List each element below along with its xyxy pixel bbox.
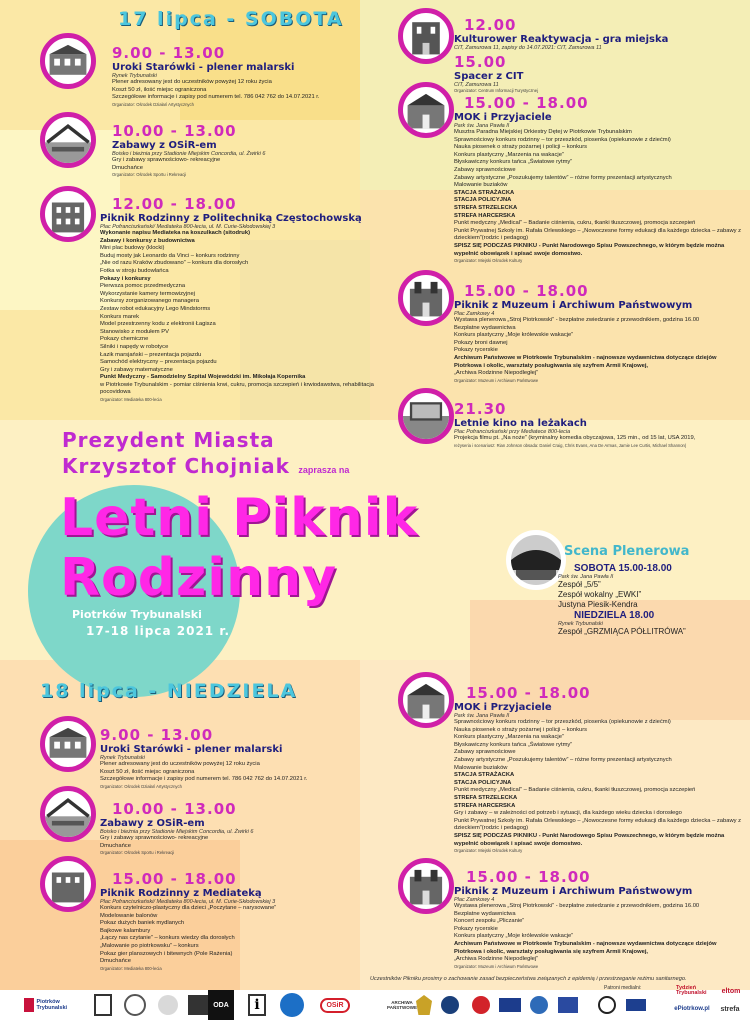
event-line: Konkurs marek (100, 313, 139, 320)
event-location: CIT, Zamurowa 11 (454, 82, 499, 88)
patron-label: Patroni medialni: (604, 985, 642, 991)
event-organizer: Organizator: Muzeum i Archiwum Państwowe (454, 963, 539, 969)
event-title: Letnie kino na leżakach (454, 418, 587, 429)
oda-logo (208, 990, 234, 1020)
event-photo (398, 858, 454, 914)
event-time: 15.00 - 18.00 (464, 94, 589, 112)
event-organizer: Organizator: Ośrodek Działań Artystycznych (100, 783, 182, 789)
event-line: Konkurs plastyczny „Marzenia na wakacje” (454, 151, 564, 158)
logo-mark (472, 996, 490, 1014)
event-line: Konkurs czytelniczo-plastyczny dla dzieci „Poczytane – narysowane” (100, 905, 277, 911)
event-photo (40, 856, 96, 912)
logo-mark (124, 994, 146, 1016)
event-title: Zabawy z OSiR-em (112, 140, 217, 151)
event-line: „Archiwa Rodzinne Niepodległej” (454, 956, 539, 963)
event-line: Malowanie buziaków (454, 764, 508, 771)
partner-logo (92, 990, 114, 1020)
event-line: Zestaw robot edukacyjny Lego Mindstorms (100, 305, 211, 312)
event-line: Bajkowe kalambury (100, 927, 151, 934)
event-dates: 17-18 lipca 2021 r. (86, 624, 231, 638)
stage-location: Park św. Jana Pawła II (558, 574, 614, 580)
logo-mark (558, 997, 578, 1013)
event-line: Zabawy artystyczne „Poszukujemy talentów” – różne formy prezentacji artystycznych (454, 756, 672, 763)
logo-text: strefa (720, 1005, 740, 1013)
partner-logo (498, 990, 522, 1020)
event-line: Pokazy i konkursy (100, 275, 151, 282)
event-line: STACJA STRAŻACKA (454, 772, 515, 779)
event-line: Koszt 50 zł, ilość miejsc ograniczona (100, 768, 195, 775)
event-line: Pokazy broni dawnej (454, 339, 508, 346)
sun-event-4 (454, 684, 742, 853)
event-line: Gry i zabawy sprawnościowo- rekreacyjne (112, 157, 221, 163)
event-line: Pokazy chemiczne (100, 336, 149, 343)
event-line: Gry i zabawy – w zależności od potrzeb i sytuacji, dla każdego wieku dziecka i dorosłego (454, 810, 682, 817)
event-organizer: Organizator: Miejski Ośrodek Kultury (454, 848, 523, 854)
logo-mark (94, 994, 112, 1016)
event-line: Buduj mosty jak Leonardo da Vinci – konkurs rodzinny (100, 252, 240, 259)
sat-event-6 (454, 94, 742, 263)
partner-logo (440, 990, 460, 1020)
event-line: Nauka piosenek o straży pożarnej i policji – konkurs (454, 726, 588, 733)
event-line: Gry i zabawy sprawnościowo- rekreacyjne (100, 835, 209, 841)
event-line: Zabawy sprawnościowe (454, 749, 516, 756)
event-organizer: Organizator: Centrum Informacji Turystycznej (454, 88, 539, 93)
event-title: Spacer z CIT (454, 71, 524, 82)
logo-text: ePiotrkow.pl (674, 1006, 710, 1012)
event-location: Boisko i bieżnia przy Stadionie Miejskim Concordia, ul. Żwirki 6 (100, 829, 254, 835)
event-line: Wykonanie napisu Mediateka na koszulkach (sitodruk) (100, 230, 251, 236)
city-name: Piotrków Trybunalski (72, 608, 202, 621)
event-line: Silniki i napędy w robotyce (100, 343, 169, 350)
event-line: STACJA STRAŻACKA (454, 189, 515, 196)
event-time: 12.00 (464, 16, 517, 34)
event-line: Koncert zespołu „Pliczanie” (454, 918, 525, 925)
event-line: Dmuchańce (112, 164, 143, 171)
sun-event-1 (100, 726, 308, 789)
event-line: Pokazy rycerskie (454, 925, 498, 932)
event-line: Sprawnościowy konkurs rodzinny – tor przeszkód, piosenka (opiekunowie z dziećmi) (454, 136, 671, 143)
event-photo (40, 786, 96, 842)
event-line: Nauka piosenek o straży pożarnej i policji – konkurs (454, 144, 588, 151)
logo-text: ODA (213, 1001, 229, 1009)
stage-line: Justyna Piesik-Kendra (558, 600, 638, 609)
sun-event-3 (100, 870, 276, 971)
event-line: Szczegółowe informacje i zapisy pod numerem tel. 786 042 762 do 14.07.2021 r. (112, 94, 320, 101)
event-time: 9.00 - 13.00 (100, 726, 214, 744)
event-line: Błyskawiczny konkurs tańca „Światowe rytmy” (454, 741, 573, 748)
event-line: Dmuchańce (100, 958, 131, 965)
invite-line2: Krzysztof Chojniak (62, 454, 290, 478)
event-line: Zabawy sprawnościowe (454, 166, 516, 173)
event-line: „Łączy nas czytanie” – konkurs wiedzy dla dorosłych (100, 935, 235, 942)
event-location: Rynek Trybunalski (100, 755, 145, 761)
event-location: Plac Zamkowy 4 (454, 311, 495, 317)
event-line: STACJA POLICYJNA (454, 779, 512, 786)
event-line: Sprawnościowy konkurs rodzinny – tor przeszkód, piosenka (opiekunowie z dziećmi) (454, 719, 671, 725)
event-organizer: Organizator: Ośrodek Sportu i Rekreacji (100, 850, 175, 856)
event-time: 15.00 - 18.00 (464, 282, 589, 300)
event-line: Archiwum Państwowe w Piotrkowie Trybunalskim - najnowsze wydawnictwa dotyczące dziejów Piotrkowa i okolic, warsztaty posługiwania się szyfrem Armii Krajowej, (454, 940, 717, 955)
logo-mark (626, 999, 646, 1011)
event-title: Uroki Starówki - plener malarski (112, 62, 295, 73)
event-photo (398, 82, 454, 138)
event-title: Piknik Rodzinny z Mediateką (100, 888, 262, 899)
logo-mark (530, 996, 548, 1014)
event-line: Konkursy zorganizowanego managera (100, 298, 199, 305)
event-organizer: Organizator: Mediateka 800-lecia (100, 965, 162, 971)
event-title: MOK i Przyjaciele (454, 112, 552, 123)
event-line: Musztra Paradna Miejskiej Orkiestry Dętej w Piotrkowie Trybunalskim (454, 129, 632, 135)
event-line: Szczegółowe informacje i zapisy pod numerem tel. 786 042 762 do 14.07.2021 r. (100, 776, 308, 783)
event-line: Błyskawiczny konkurs tańca „Światowe rytmy” (454, 159, 573, 166)
event-organizer: Organizator: Muzeum i Archiwum Państwowe (454, 377, 539, 383)
saturday-header: 17 lipca - SOBOTA (118, 8, 344, 30)
event-line: „Malowanie po piotrkowsku” – konkurs (100, 942, 199, 949)
event-location: Plac Pofranciszkański/ Mediateka 800-lecia, ul. M. Curie-Skłodowskiej 3 (100, 224, 276, 230)
event-line: Projekcja filmu pt. „Na noże” (kryminalny komedia obyczajowa, 125 min., od 15 lat, USA 2019, (454, 435, 696, 441)
partner-logo (156, 990, 180, 1020)
event-line: Bezpłatne wydawnictwa (454, 910, 516, 917)
event-organizer: Organizator: Mediateka 800-lecia (100, 397, 162, 403)
partner-logo (596, 990, 618, 1020)
event-time: 15.00 - 18.00 (112, 870, 237, 888)
event-line: Punkt medyczny „Medical” – Badanie ciśnienia, cukru, tkanki tłuszczowej, promocja szczepień (454, 220, 696, 227)
event-line: Gry i zabawy matematyczne (100, 366, 173, 373)
event-line: Modelowanie balonów (100, 912, 158, 919)
tydzien-logo (676, 984, 712, 998)
event-time: 15.00 - 18.00 (466, 868, 591, 886)
event-line: Mini plac budowy (klocki) (100, 245, 165, 252)
event-line: Archiwum Państwowe w Piotrkowie Trybunalskim - najnowsze wydawnictwa dotyczące dziejów Piotrkowa i okolic, warsztaty posługiwania się szyfrem Armii Krajowej, (454, 354, 717, 369)
stage-line: Zespół wokalny „EWKI” (558, 590, 642, 599)
event-line: STACJA POLICYJNA (454, 197, 512, 204)
event-photo (40, 112, 96, 168)
event-line: Wystawa plenerowa „Stroj Piotrkowski” - bezpłatne zwiedzanie z przewodnikiem, godzina 16.00 (454, 903, 700, 909)
event-line: Punkt Medyczny - Samodzielny Szpital Wojewódzki im. Mikołaja Kopernika (100, 374, 306, 381)
partner-logo (556, 990, 580, 1020)
event-line: Fotka w stroju budowlańca (100, 267, 169, 274)
event-line: Dmuchańce (100, 842, 131, 849)
partner-logo (414, 990, 434, 1020)
event-line: SPISZ SIĘ PODCZAS PIKNIKU - Punkt Narodowego Spisu Powszechnego, w którym będzie można wypełnić obowiązek i spisać swoje domostwo. (454, 832, 725, 847)
event-organizer: Organizator: Ośrodek Działań Artystycznych (112, 101, 194, 107)
event-line: Pokaz dużych baniek mydlanych (100, 920, 185, 927)
event-location: Rynek Trybunalski (112, 73, 157, 79)
event-line: Punkt medyczny „Medical” – Badanie ciśnienia, cukru, tkanki tłuszczowej, promocja szczepień (454, 787, 696, 794)
sat-event-3 (100, 195, 390, 402)
event-line: reżyseria i scenariusz: Rian Johnson obsada: Daniel Craig, Chris Evans, Ana De Armas, Jamie Lee Curtis, Michael Shannon) (454, 442, 687, 448)
event-photo (398, 270, 454, 326)
event-organizer: Organizator: Ośrodek Sportu i Rekreacji (112, 172, 187, 178)
event-time: 12.00 - 18.00 (112, 195, 237, 213)
event-photo (40, 33, 96, 89)
event-location: Plac Pofranciszkański przy Mediatece 800-lecia (454, 429, 571, 435)
event-line: Wystawa plenerowa „Stroj Piotrkowski” - bezpłatne zwiedzanie z przewodnikiem, godzina 16.00 (454, 317, 700, 323)
event-photo (40, 716, 96, 772)
event-line: Pierwsza pomoc przedmedyczna (100, 283, 186, 290)
event-line: Samochód elektryczny – prezentacja pojazdu (100, 359, 217, 366)
event-line: Konkurs plastyczny „Moje królewskie wakacje” (454, 332, 574, 339)
sat-event-5 (454, 53, 538, 93)
event-line: „Nie od razu Kraków zbudowano” – konkurs dla dorosłych (100, 260, 249, 267)
event-title: Piknik Rodzinny z Politechniką Częstochowską (100, 213, 362, 224)
event-line: STREFA HARCERSKA (454, 802, 516, 809)
logo-mark (416, 995, 432, 1015)
event-location: Park św. Jana Pawła II (454, 123, 510, 129)
event-line: Pokazy rycerskie (454, 347, 498, 354)
event-location: CIT, Zamurowa 11, zapisy do 14.07.2021: CIT, Zamurowa 11 (454, 45, 602, 51)
safety-notice: Uczestników Pikniku prosimy o zachowanie zasad bezpieczeństwa związanych z epidemią i przestrzeganie reżimu sanitarnego. (370, 976, 687, 982)
logo-text: eltom (721, 987, 741, 995)
partner-logo (278, 990, 306, 1020)
event-title: Zabawy z OSiR-em (100, 818, 205, 829)
sat-event-8 (454, 400, 695, 448)
sun-event-2 (100, 800, 253, 855)
event-location: Park św. Jana Pawła II (454, 713, 510, 719)
logo-text: Tydzień Trybunalski (676, 984, 707, 996)
partner-logo (624, 990, 648, 1020)
event-photo (398, 8, 454, 64)
piotrkow-logo (22, 990, 80, 1020)
stage-section (558, 544, 689, 637)
event-line: Bezpłatne wydawnictwa (454, 324, 516, 331)
event-location: Boisko i bieżnia przy Stadionie Miejskim Concordia, ul. Żwirki 6 (112, 151, 266, 157)
event-line: Wykorzystanie kamery termowizyjnej (100, 290, 195, 297)
stage-line: Zespół „5/5” (558, 580, 601, 589)
event-line: Punkt Prywatnej Szkoły im. Rafała Orlewskiego – „Nowoczesne formy edukacji dla każdego dziecka – zabawy z dzieckiem”(rodzic i pedagog) (454, 817, 742, 832)
event-time: 10.00 - 13.00 (112, 800, 237, 818)
sunday-header: 18 lipca - NIEDZIELA (40, 680, 298, 702)
event-line: Łazik marsjański – prezentacja pojazdu (100, 351, 202, 358)
logo-mark (598, 996, 616, 1014)
event-photo (398, 388, 454, 444)
logo-text: ARCHIWA PAŃSTWOWE (387, 1000, 417, 1010)
sun-event-5 (454, 868, 742, 969)
event-photo (40, 186, 96, 242)
event-photo (398, 672, 454, 728)
event-title: Kulturower Reaktywacja - gra miejska (454, 34, 669, 45)
stage-sunday: NIEDZIELA 18.00 (574, 610, 655, 621)
strefa-logo (712, 1002, 748, 1016)
sat-event-7 (454, 282, 742, 383)
event-line: Koszt 50 zł, ilość miejsc ograniczona (112, 86, 207, 93)
event-line: Punkt Prywatnej Szkoły im. Rafała Orlewskiego – „Nowoczesne formy edukacji dla każdego dziecka – zabawy z dzieckiem”(rodzic i pedagog) (454, 227, 742, 242)
eltom-logo (714, 984, 748, 998)
stage-line: Zespół „GRZMIĄCA PÓŁLITRÓWA” (558, 627, 686, 636)
info-logo (246, 990, 268, 1020)
main-title-line2: Rodzinny (60, 548, 338, 608)
event-line: Plener adresowany jest do uczestników powyżej 12 roku życia (100, 761, 260, 767)
event-line: Pokaz gier planszowych i bitewnych (Pole Rażenia) (100, 950, 233, 957)
stage-saturday: SOBOTA 15.00-18.00 (574, 563, 672, 574)
event-line: Konkurs plastyczny „Moje królewskie wakacje” (454, 933, 574, 940)
event-time: 9.00 - 13.00 (112, 44, 226, 62)
epiotrkow-logo (672, 1002, 712, 1016)
event-line: STREFA STRZELECKA (454, 204, 518, 211)
partner-logo (122, 990, 148, 1020)
event-time: 10.00 - 13.00 (112, 122, 237, 140)
event-location: Plac Pofranciszkański/ Mediateka 800-lecia, ul. M. Curie-Skłodowskiej 3 (100, 899, 276, 905)
event-title: Uroki Starówki - plener malarski (100, 744, 283, 755)
stage-photo (506, 530, 566, 590)
event-title: Piknik z Muzeum i Archiwum Państwowym (454, 886, 693, 897)
stage-location: Rynek Trybunalski (558, 621, 603, 627)
event-time: 15.00 - 18.00 (466, 684, 591, 702)
event-line: „Archiwa Rodzinne Niepodległej” (454, 370, 539, 377)
sat-event-2 (112, 122, 265, 177)
event-line: Konkurs plastyczny „Marzenia na wakacje” (454, 734, 564, 741)
logo-mark (499, 998, 521, 1012)
event-title: Piknik z Muzeum i Archiwum Państwowym (454, 300, 693, 311)
partner-logo (528, 990, 550, 1020)
event-line: Model przestrzenny kodu z elektronii Łagisza (100, 321, 216, 328)
logo-icon (24, 998, 34, 1012)
sat-event-4 (454, 16, 668, 51)
event-line: w Piotrkowie Trybunalskim - pomiar ciśnienia krwi, cukru, promocja szczepień i krwiodawstwa, rehabilitacja pocovidowa (100, 381, 374, 396)
info-icon: i (248, 994, 266, 1016)
event-line: SPISZ SIĘ PODCZAS PIKNIKU - Punkt Narodowego Spisu Powszechnego, w którym będzie można wypełnić obowiązek i spisać swoje domostwo. (454, 242, 725, 257)
logo-text: OSiR (320, 998, 349, 1013)
stage-title: Scena Plenerowa (564, 544, 690, 559)
event-line: Zabawy i konkursy z budownictwa (100, 237, 195, 244)
event-line: Plener adresowany jest do uczestników powyżej 12 roku życia (112, 79, 272, 85)
sat-event-1 (112, 44, 320, 107)
event-time: 21.30 (454, 400, 507, 418)
invite-suffix: zaprasza na (298, 465, 350, 475)
event-title: MOK i Przyjaciele (454, 702, 552, 713)
main-title-line1: Letni Piknik (60, 488, 419, 548)
logo-mark (158, 995, 178, 1015)
event-line: Malowanie buziaków (454, 182, 508, 189)
partner-logo (470, 990, 492, 1020)
logo-mark (441, 996, 459, 1014)
logo-mark (280, 993, 304, 1017)
event-time: 15.00 (454, 53, 507, 71)
osir-logo (316, 990, 354, 1020)
event-organizer: Organizator: Miejski Ośrodek Kultury (454, 258, 523, 264)
event-line: Zabawy artystyczne „Poszukujemy talentów” – różne formy prezentacji artystycznych (454, 174, 672, 181)
logo-text: Piotrków Trybunalski (36, 999, 68, 1011)
event-location: Plac Zamkowy 4 (454, 897, 495, 903)
invite-line2-row (62, 454, 349, 478)
invite-line1: Prezydent Miasta (62, 428, 275, 452)
event-line: STREFA STRZELECKA (454, 794, 518, 801)
event-line: Stanowisko z modułem PV (100, 328, 169, 335)
event-line: STREFA HARCERSKA (454, 212, 516, 219)
